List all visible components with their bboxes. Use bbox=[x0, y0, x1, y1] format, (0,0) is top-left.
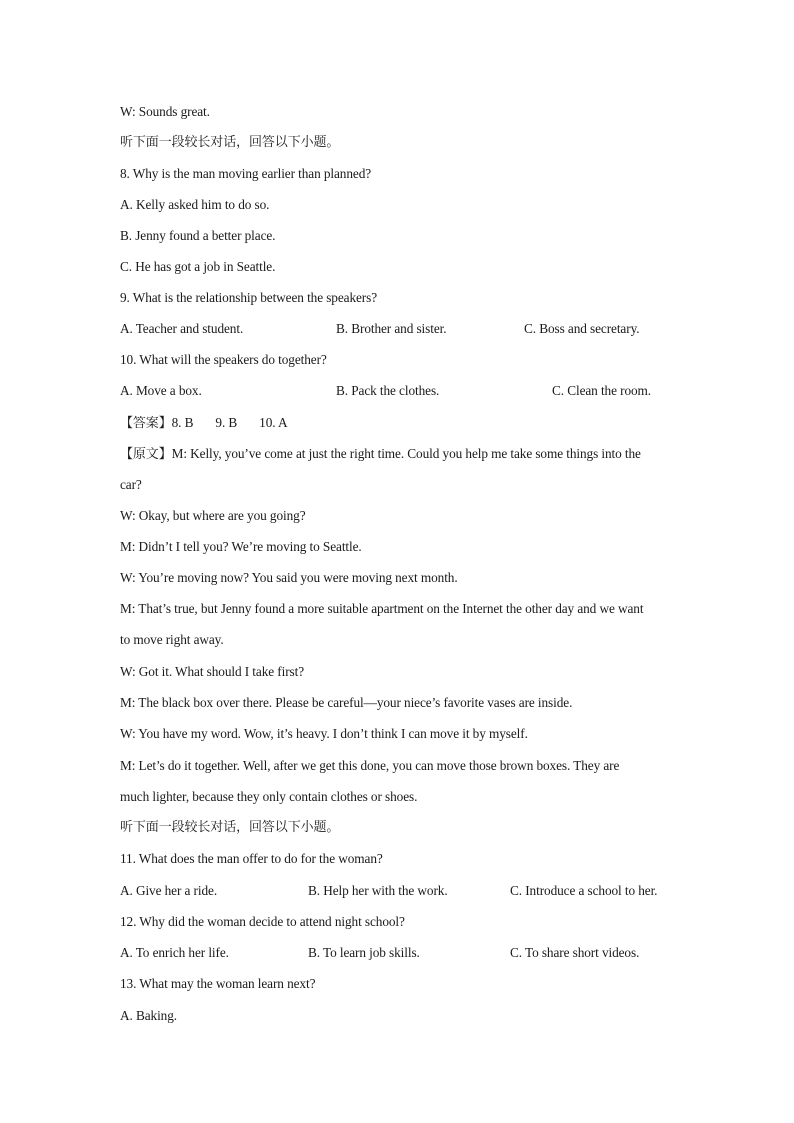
transcript-text: M: Kelly, you’ve come at just the right time. Could you help me take some things into the bbox=[171, 446, 641, 461]
question-9-option-b: B. Brother and sister. bbox=[336, 321, 447, 336]
dialogue-continuation: to move right away. bbox=[120, 632, 224, 647]
question-10: 10. What will the speakers do together? bbox=[120, 352, 327, 367]
transcript-label: 【原文】 bbox=[120, 447, 172, 462]
answer-line bbox=[120, 414, 684, 433]
dialogue-line: W: You have my word. Wow, it’s heavy. I don’t think I can move it by myself. bbox=[120, 726, 528, 741]
dialogue-line: M: Didn’t I tell you? We’re moving to Seattle. bbox=[120, 539, 362, 554]
transcript-first-line bbox=[120, 445, 684, 464]
question-9: 9. What is the relationship between the speakers? bbox=[120, 290, 378, 305]
question-12-option-a: A. To enrich her life. bbox=[120, 945, 229, 960]
question-10-option-c: C. Clean the room. bbox=[552, 383, 652, 398]
dialogue-line: W: You’re moving now? You said you were moving next month. bbox=[120, 570, 458, 585]
dialogue-line: W: Okay, but where are you going? bbox=[120, 508, 306, 523]
transcript-continuation: car? bbox=[120, 477, 142, 492]
dialogue-line: M: Let’s do it together. Well, after we get this done, you can move those brown boxes. They are bbox=[120, 758, 620, 773]
question-13: 13. What may the woman learn next? bbox=[120, 976, 316, 991]
question-10-option-a: A. Move a box. bbox=[120, 383, 202, 398]
question-13-option-a: A. Baking. bbox=[120, 1008, 177, 1023]
answer-10: 10. A bbox=[259, 415, 288, 430]
question-9-option-a: A. Teacher and student. bbox=[120, 321, 244, 336]
question-8-option-c: C. He has got a job in Seattle. bbox=[120, 259, 276, 274]
question-12-option-b: B. To learn job skills. bbox=[308, 945, 420, 960]
question-12: 12. Why did the woman decide to attend night school? bbox=[120, 914, 405, 929]
question-11-option-a: A. Give her a ride. bbox=[120, 883, 218, 898]
question-8-option-b: B. Jenny found a better place. bbox=[120, 228, 276, 243]
section-instruction: 听下面一段较长对话，回答以下小题。 bbox=[120, 135, 340, 150]
answer-8: 8. B bbox=[171, 415, 194, 430]
answer-label: 【答案】 bbox=[120, 416, 172, 431]
question-11-option-c: C. Introduce a school to her. bbox=[510, 883, 658, 898]
question-9-option-c: C. Boss and secretary. bbox=[524, 321, 640, 336]
dialogue-line: M: That’s true, but Jenny found a more suitable apartment on the Internet the other day and we want bbox=[120, 601, 644, 616]
dialogue-line: M: The black box over there. Please be careful—your niece’s favorite vases are inside. bbox=[120, 695, 573, 710]
section-instruction: 听下面一段较长对话，回答以下小题。 bbox=[120, 820, 340, 835]
dialogue-line: W: Got it. What should I take first? bbox=[120, 664, 304, 679]
question-10-option-b: B. Pack the clothes. bbox=[336, 383, 440, 398]
question-11: 11. What does the man offer to do for the woman? bbox=[120, 851, 383, 866]
question-8-option-a: A. Kelly asked him to do so. bbox=[120, 197, 270, 212]
question-11-option-b: B. Help her with the work. bbox=[308, 883, 448, 898]
dialogue-line: W: Sounds great. bbox=[120, 104, 210, 119]
question-12-option-c: C. To share short videos. bbox=[510, 945, 640, 960]
question-8: 8. Why is the man moving earlier than planned? bbox=[120, 166, 372, 181]
dialogue-continuation: much lighter, because they only contain clothes or shoes. bbox=[120, 789, 418, 804]
answer-9: 9. B bbox=[215, 415, 238, 430]
